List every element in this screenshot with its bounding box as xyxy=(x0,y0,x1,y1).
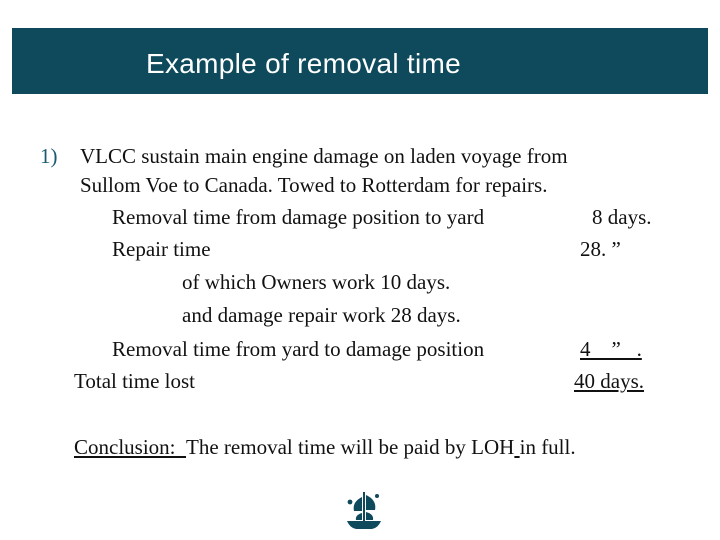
item-line-2: Sullom Voe to Canada. Towed to Rotterdam for repairs. xyxy=(80,173,548,197)
repair-time-value: 28. ” xyxy=(580,237,621,261)
total-time-label: Total time lost xyxy=(74,369,196,393)
removal-to-yard-label: Removal time from damage position to yard xyxy=(112,205,485,229)
removal-from-yard-value: 4 ” . xyxy=(580,337,642,361)
repair-time-label: Repair time xyxy=(112,237,211,261)
damage-repair-work-line: and damage repair work 28 days. xyxy=(182,303,461,327)
removal-to-yard-value: 8 days. xyxy=(592,205,652,229)
item-line-1: VLCC sustain main engine damage on laden voyage from xyxy=(80,144,568,168)
title-bar xyxy=(12,28,708,94)
total-time-value: 40 days. xyxy=(574,369,644,393)
removal-from-yard-label: Removal time from yard to damage position xyxy=(112,337,485,361)
conclusion-label: Conclusion: xyxy=(74,435,176,459)
ship-logo-icon xyxy=(344,488,384,532)
page-title: Example of removal time xyxy=(146,48,462,79)
owners-work-line: of which Owners work 10 days. xyxy=(182,270,451,294)
conclusion-text: The removal time will be paid by LOH xyxy=(186,435,515,459)
conclusion-text-end: in full. xyxy=(519,435,576,459)
conclusion-line xyxy=(74,437,576,458)
item-number: 1) xyxy=(40,144,58,168)
